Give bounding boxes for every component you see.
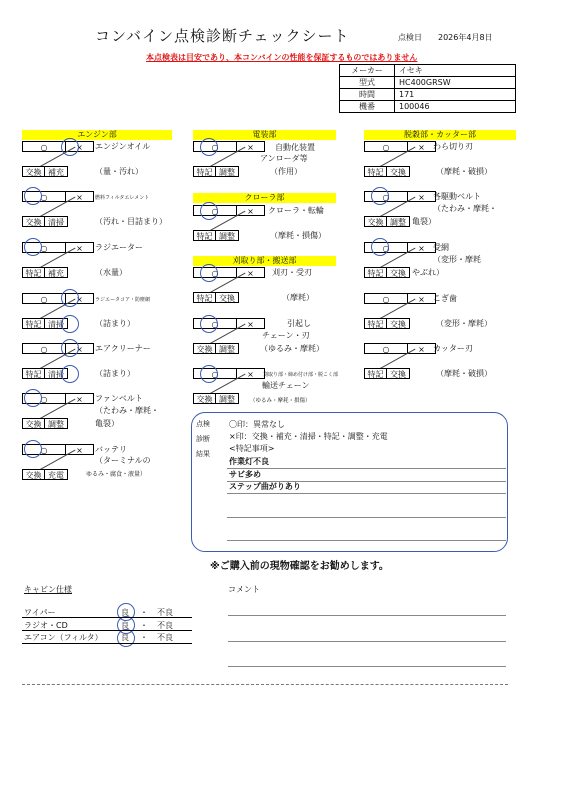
air-cleaner-note: （詰まり） <box>95 369 135 378</box>
cabin-heading: キャビン仕様 <box>24 585 72 594</box>
drive-belt-note2: 亀裂） <box>412 217 436 226</box>
comment-rule <box>228 666 506 667</box>
cabin-rule <box>22 617 192 618</box>
section-engine-header: エンジン部 <box>22 130 172 140</box>
note-box[interactable]: 特記 <box>193 292 216 303</box>
cabin-wiper-good[interactable]: 良 <box>121 608 129 617</box>
serial-key: 機番 <box>340 101 395 113</box>
change-box[interactable]: 交換 <box>22 418 45 429</box>
radiator-core-marks <box>22 293 94 304</box>
cabin-radio-label: ラジオ・CD <box>24 621 68 630</box>
model-value: HC400GRSW <box>395 77 516 89</box>
comb-note: （変形・摩耗） <box>436 319 492 328</box>
radiator-core-label: ラジエータコア・防塵網 <box>95 297 151 303</box>
comment-rule <box>228 615 506 616</box>
cabin-rule <box>22 643 192 644</box>
note-box[interactable]: 特記 <box>364 318 387 329</box>
change-box[interactable]: 交換 <box>387 166 410 177</box>
ok-box[interactable]: ○ <box>22 242 66 253</box>
adjust-box[interactable]: 調整 <box>216 166 239 177</box>
machine-info-table <box>339 64 516 113</box>
ok-box[interactable]: ○ <box>22 293 66 304</box>
ok-circle-mark <box>371 238 389 256</box>
drive-belt-note1: （たわみ・摩耗・ <box>433 204 497 213</box>
change-box[interactable]: 交換 <box>364 216 387 227</box>
battery-note1: （ターミナルの <box>95 456 151 465</box>
cabin-wiper-label: ワイパー <box>24 608 56 617</box>
note-box[interactable]: 特記 <box>364 267 387 278</box>
ok-box[interactable]: ○ <box>22 191 66 202</box>
air-cleaner-marks <box>22 343 94 354</box>
fan-belt-note1: （たわみ・摩耗・ <box>95 406 159 415</box>
engine-oil-note: （量・汚れ） <box>95 167 143 176</box>
ng-box[interactable]: × <box>66 393 94 404</box>
change-box[interactable]: 交換 <box>387 318 410 329</box>
cabin-aircon-label: エアコン（フィルタ） <box>24 633 103 642</box>
ok-circle-mark <box>200 315 218 333</box>
change-box[interactable]: 交換 <box>193 343 216 354</box>
ng-box[interactable]: × <box>66 293 94 304</box>
ok-circle-mark <box>24 389 42 407</box>
ok-box[interactable]: ○ <box>193 368 237 379</box>
clean-circle-mark <box>61 365 79 383</box>
battery-label: バッテリ <box>95 445 127 454</box>
ng-box[interactable]: × <box>66 444 94 455</box>
straw-actions <box>364 166 410 177</box>
cutter-actions <box>364 368 410 379</box>
change-box[interactable]: 交換 <box>193 393 216 404</box>
maker-key: メーカー <box>340 65 395 77</box>
disclaimer-warning: 本点検表は目安であり、本コンバインの性能を保証するものではありません <box>146 53 418 62</box>
ng-box[interactable]: × <box>237 318 265 329</box>
fuel-filter-label: 燃料フィルタエレメント <box>95 195 150 201</box>
ok-circle-mark <box>24 440 42 458</box>
legend-ng: ×印：交換・補充・清掃・特記・調整・充電 <box>229 432 388 441</box>
page-title: コンバイン点検診断チェックシート <box>95 27 350 45</box>
note-box[interactable]: 特記 <box>364 166 387 177</box>
section-thresh-header: 脱穀部・カッター部 <box>364 130 516 140</box>
ok-box[interactable]: ○ <box>364 343 408 354</box>
fan-belt-note2: 亀裂） <box>95 419 119 428</box>
straw-label: わら切り刃 <box>433 142 473 151</box>
battery-actions <box>22 469 68 480</box>
change-box[interactable]: 交換 <box>387 368 410 379</box>
charge-box[interactable]: 充電 <box>45 469 68 480</box>
fuel-filter-actions <box>22 216 68 227</box>
recommendation-text: ※ご購入前の現物確認をお勧めします。 <box>210 561 389 572</box>
ng-box[interactable]: × <box>408 343 436 354</box>
note-line-2: サビ多め <box>229 470 261 479</box>
note-box[interactable]: 特記 <box>364 368 387 379</box>
cabin-wiper-bad[interactable]: 不良 <box>157 608 173 617</box>
clean-circle-mark <box>61 315 79 333</box>
engine-oil-actions <box>22 166 68 177</box>
blade-note: （摩耗） <box>282 293 314 302</box>
cabin-sep: ・ <box>140 608 148 617</box>
cabin-radio-bad[interactable]: 不良 <box>157 621 173 630</box>
note-rule <box>227 540 506 541</box>
clean-box[interactable]: 清掃 <box>45 318 68 329</box>
convey-label2: 輸送チェーン <box>262 381 310 390</box>
adjust-box[interactable]: 調整 <box>216 393 239 404</box>
ok-circle-mark <box>200 365 218 383</box>
hours-value: 171 <box>395 89 516 101</box>
convey-actions <box>193 393 239 404</box>
comb-marks <box>364 293 436 304</box>
ng-box[interactable]: × <box>66 141 94 152</box>
straw-note: （摩耗・破損） <box>436 167 492 176</box>
engine-oil-label: エンジンオイル <box>95 142 151 151</box>
ng-box[interactable]: × <box>237 141 265 152</box>
ok-box[interactable]: ○ <box>193 318 237 329</box>
note-line-1: 作業灯不良 <box>229 457 269 466</box>
ng-box[interactable]: × <box>237 368 265 379</box>
auto-control-label: 自動化装置 <box>275 143 315 152</box>
air-cleaner-label: エアクリーナー <box>95 344 151 353</box>
change-box[interactable]: 交換 <box>22 469 45 480</box>
sieve-label: 受網 <box>433 243 449 252</box>
cabin-aircon-bad[interactable]: 不良 <box>157 633 173 642</box>
radiator-label: ラジエーター <box>95 243 143 252</box>
clean-box[interactable]: 清掃 <box>45 368 68 379</box>
change-box[interactable]: 交換 <box>387 267 410 278</box>
good-circle-mark <box>117 629 135 647</box>
section-electrical-header: 電装部 <box>193 130 336 140</box>
hours-key: 時間 <box>340 89 395 101</box>
ng-box[interactable]: × <box>237 267 265 278</box>
comb-label: こぎ歯 <box>433 294 457 303</box>
legend-notes-heading: <特記事項> <box>229 444 275 453</box>
ok-circle-mark <box>24 187 42 205</box>
ng-box[interactable]: × <box>237 205 265 216</box>
maker-value: イセキ <box>395 65 516 77</box>
auto-control-actions <box>193 166 239 177</box>
legend-ok: 〇印：異常なし <box>229 420 285 429</box>
inspection-date-value: 2026年4月8日 <box>438 33 493 42</box>
change-box[interactable]: 交換 <box>216 292 239 303</box>
ng-box[interactable]: × <box>66 191 94 202</box>
crawler-note: （摩耗・損傷） <box>270 231 326 240</box>
note-rule <box>227 493 506 494</box>
ok-box[interactable]: ○ <box>364 141 408 152</box>
blade-actions <box>193 292 239 303</box>
raiser-label: 引起し <box>287 319 311 328</box>
raiser-note: （ゆるみ・摩耗） <box>260 344 324 353</box>
raiser-label2: チェーン・刃 <box>262 331 310 340</box>
adjust-box[interactable]: 調整 <box>387 216 410 227</box>
refill-box[interactable]: 補充 <box>45 267 68 278</box>
result-side-label-2: 診断 <box>196 435 210 443</box>
inspection-date-label: 点検日 <box>398 33 422 42</box>
model-key: 型式 <box>340 77 395 89</box>
fan-belt-label: ファンベルト <box>95 394 143 403</box>
auto-control-label2: アンローダ等 <box>260 154 308 163</box>
ok-box[interactable]: ○ <box>193 267 237 278</box>
cutter-marks <box>364 343 436 354</box>
note-box[interactable]: 特記 <box>22 368 45 379</box>
section-crawler-header: クローラ部 <box>193 193 336 203</box>
auto-control-note: （作用） <box>270 167 302 176</box>
adjust-box[interactable]: 調整 <box>216 230 239 241</box>
cabin-sep: ・ <box>140 621 148 630</box>
convey-label: 刈取り部・締め付け部・脱こく部 <box>263 372 339 378</box>
crawler-actions <box>193 230 239 241</box>
cabin-sep: ・ <box>140 633 148 642</box>
fan-belt-actions <box>22 418 68 429</box>
cutter-label: カッター刃 <box>433 344 473 353</box>
ok-circle-mark <box>371 187 389 205</box>
result-side-label-3: 結果 <box>196 450 210 458</box>
result-side-label-1: 点検 <box>196 420 210 428</box>
ok-box[interactable]: ○ <box>193 205 237 216</box>
convey-note: （ゆるみ・摩耗・損傷） <box>250 398 311 404</box>
change-box[interactable]: 交換 <box>22 166 45 177</box>
raiser-actions <box>193 343 239 354</box>
ok-circle-mark <box>24 238 42 256</box>
cabin-radio-good[interactable]: 良 <box>121 621 129 630</box>
radiator-core-note: （詰まり） <box>95 319 135 328</box>
serial-value: 100046 <box>395 101 516 113</box>
ok-box[interactable]: ○ <box>193 141 237 152</box>
ok-box[interactable]: ○ <box>364 242 408 253</box>
comment-rule <box>228 641 506 642</box>
change-box[interactable]: 交換 <box>22 216 45 227</box>
ng-box[interactable]: × <box>66 343 94 354</box>
cabin-rule <box>22 630 192 631</box>
section-harvest-header: 刈取り部・搬送部 <box>193 256 336 266</box>
crawler-label: クローラ・転輪 <box>268 206 324 215</box>
sieve-note1: （変形・摩耗 <box>433 255 481 264</box>
ok-box[interactable]: ○ <box>22 343 66 354</box>
radiator-actions <box>22 267 68 278</box>
adjust-box[interactable]: 調整 <box>216 343 239 354</box>
cut-line <box>22 684 508 685</box>
refill-box[interactable]: 補充 <box>45 166 68 177</box>
engine-oil-marks <box>22 141 94 152</box>
note-rule <box>227 517 506 518</box>
ok-box[interactable]: ○ <box>364 293 408 304</box>
sieve-actions <box>364 267 410 278</box>
sieve-note2: やぶれ） <box>412 268 444 277</box>
comment-heading: コメント <box>228 585 260 594</box>
ng-box[interactable]: × <box>408 141 436 152</box>
ok-box[interactable]: ○ <box>22 393 66 404</box>
ok-box[interactable]: ○ <box>22 141 66 152</box>
ok-box[interactable]: ○ <box>364 191 408 202</box>
ng-box[interactable]: × <box>66 242 94 253</box>
note-rule <box>227 468 506 469</box>
comb-actions <box>364 318 410 329</box>
note-box[interactable]: 特記 <box>22 318 45 329</box>
ok-circle-mark <box>200 202 218 220</box>
drive-belt-label: 各駆動ベルト <box>433 192 481 201</box>
ok-circle-mark <box>200 138 218 156</box>
ng-box[interactable]: × <box>408 191 436 202</box>
cabin-aircon-good[interactable]: 良 <box>121 633 129 642</box>
note-box[interactable]: 特記 <box>193 166 216 177</box>
note-box[interactable]: 特記 <box>22 267 45 278</box>
clean-box[interactable]: 清掃 <box>45 216 68 227</box>
fuel-filter-note: （汚れ・目詰まり） <box>95 217 167 226</box>
adjust-box[interactable]: 調整 <box>45 418 68 429</box>
note-box[interactable]: 特記 <box>193 230 216 241</box>
blade-label: 刈刃・受刃 <box>272 268 312 277</box>
ng-box[interactable]: × <box>408 293 436 304</box>
ok-circle-mark <box>200 264 218 282</box>
straw-marks <box>364 141 436 152</box>
drive-belt-actions <box>364 216 410 227</box>
battery-note2: ゆるみ・腐食・液量） <box>86 471 147 478</box>
ok-box[interactable]: ○ <box>22 444 66 455</box>
cutter-note: （摩耗・破損） <box>436 369 492 378</box>
radiator-note: （水量） <box>95 268 127 277</box>
ng-box[interactable]: × <box>408 242 436 253</box>
note-line-3: ステップ曲がりあり <box>229 482 301 491</box>
